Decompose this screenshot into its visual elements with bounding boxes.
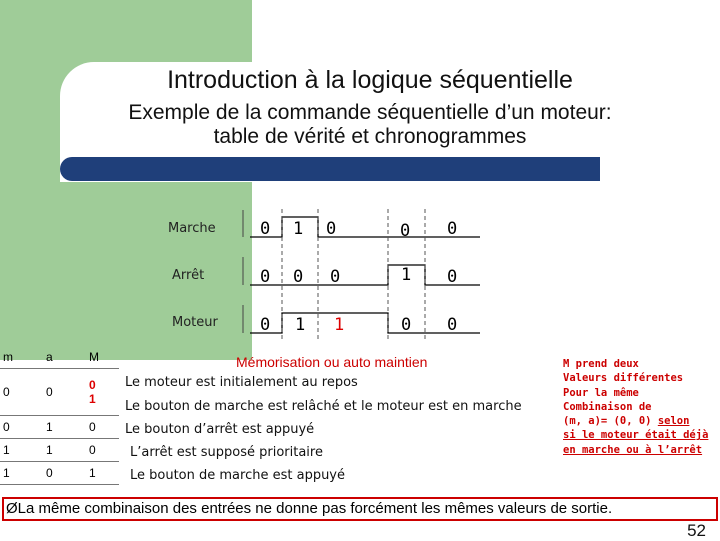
moteur-waveform	[250, 313, 480, 333]
side-note	[563, 357, 718, 457]
cell-M-top: 0	[89, 378, 96, 392]
note-line: Valeurs différentes	[563, 372, 684, 385]
signal-label-marche: Marche	[168, 221, 216, 236]
marche-value: 1	[293, 219, 304, 239]
note-text: (m, a)= (0, 0)	[563, 415, 658, 428]
subtitle-line-2: table de vérité et chronogrammes	[213, 125, 527, 148]
cell-a: 0	[43, 462, 86, 485]
arret-value: 0	[330, 267, 341, 287]
cell-M: 0	[86, 439, 119, 462]
moteur-value: 0	[260, 315, 271, 335]
row-description: L’arrêt est supposé prioritaire	[130, 445, 323, 460]
blue-divider-bar	[60, 157, 600, 181]
note-line: Pour la même	[563, 386, 639, 399]
note-line: si le moteur était déjà	[563, 429, 709, 442]
chronogram	[0, 195, 720, 355]
signal-label-arret: Arrêt	[172, 268, 205, 283]
marche-value: 0	[260, 219, 271, 239]
header-M: M	[86, 346, 119, 369]
table-row	[0, 369, 119, 416]
cell-M: 1	[86, 462, 119, 485]
note-underlined: selon	[657, 415, 690, 428]
note-line: Combinaison de	[563, 400, 652, 413]
subtitle-line-1: Exemple de la commande séquentielle d’un moteur:	[128, 101, 612, 124]
row-description: Le moteur est initialement au repos	[125, 375, 358, 390]
note-line: en marche ou à l’arrêt	[563, 443, 703, 456]
cell-m: 0	[0, 416, 43, 439]
memorisation-label: Mémorisation ou auto maintien	[236, 354, 428, 370]
cell-a: 0	[43, 369, 86, 416]
header-a: a	[43, 346, 86, 369]
signal-label-moteur: Moteur	[172, 315, 218, 330]
header-m: m	[0, 346, 43, 369]
cell-M-bottom: 1	[89, 392, 96, 406]
row-description: Le bouton d’arrêt est appuyé	[125, 422, 315, 437]
slide-subtitle	[60, 101, 680, 149]
row-description: Le bouton de marche est relâché et le moteur est en marche	[125, 399, 522, 414]
cell-a: 1	[43, 439, 86, 462]
cell-m: 1	[0, 439, 43, 462]
arret-value: 0	[260, 267, 271, 287]
conclusion-box: ØLa même combinaison des entrées ne donne pas forcément les mêmes valeurs de sortie.	[2, 497, 718, 521]
moteur-value: 0	[447, 315, 458, 335]
slide-title: Introduction à la logique séquentielle	[167, 66, 573, 94]
marche-waveform	[250, 217, 480, 237]
cell-a: 1	[43, 416, 86, 439]
note-line: M prend deux	[563, 358, 639, 370]
cell-M-dual	[86, 369, 119, 416]
cell-m: 0	[0, 369, 43, 416]
marche-value: 0	[447, 219, 458, 239]
truth-table-header	[0, 346, 119, 369]
truth-table	[0, 346, 119, 485]
moteur-value: 1	[295, 315, 306, 335]
marche-value: 0	[400, 221, 411, 241]
moteur-value-memorized: 1	[334, 315, 345, 335]
cell-m: 1	[0, 462, 43, 485]
arret-value: 0	[293, 267, 304, 287]
arret-waveform	[250, 265, 480, 285]
table-row	[0, 462, 119, 485]
table-row	[0, 439, 119, 462]
chronogram-lines	[0, 195, 720, 355]
row-description: Le bouton de marche est appuyé	[130, 468, 346, 483]
note-line	[563, 414, 718, 428]
moteur-value: 0	[401, 315, 412, 335]
table-row	[0, 416, 119, 439]
arret-value: 1	[401, 265, 412, 285]
page-number: 52	[687, 521, 706, 540]
arret-value: 0	[447, 267, 458, 287]
marche-value: 0	[326, 219, 337, 239]
cell-M: 0	[86, 416, 119, 439]
